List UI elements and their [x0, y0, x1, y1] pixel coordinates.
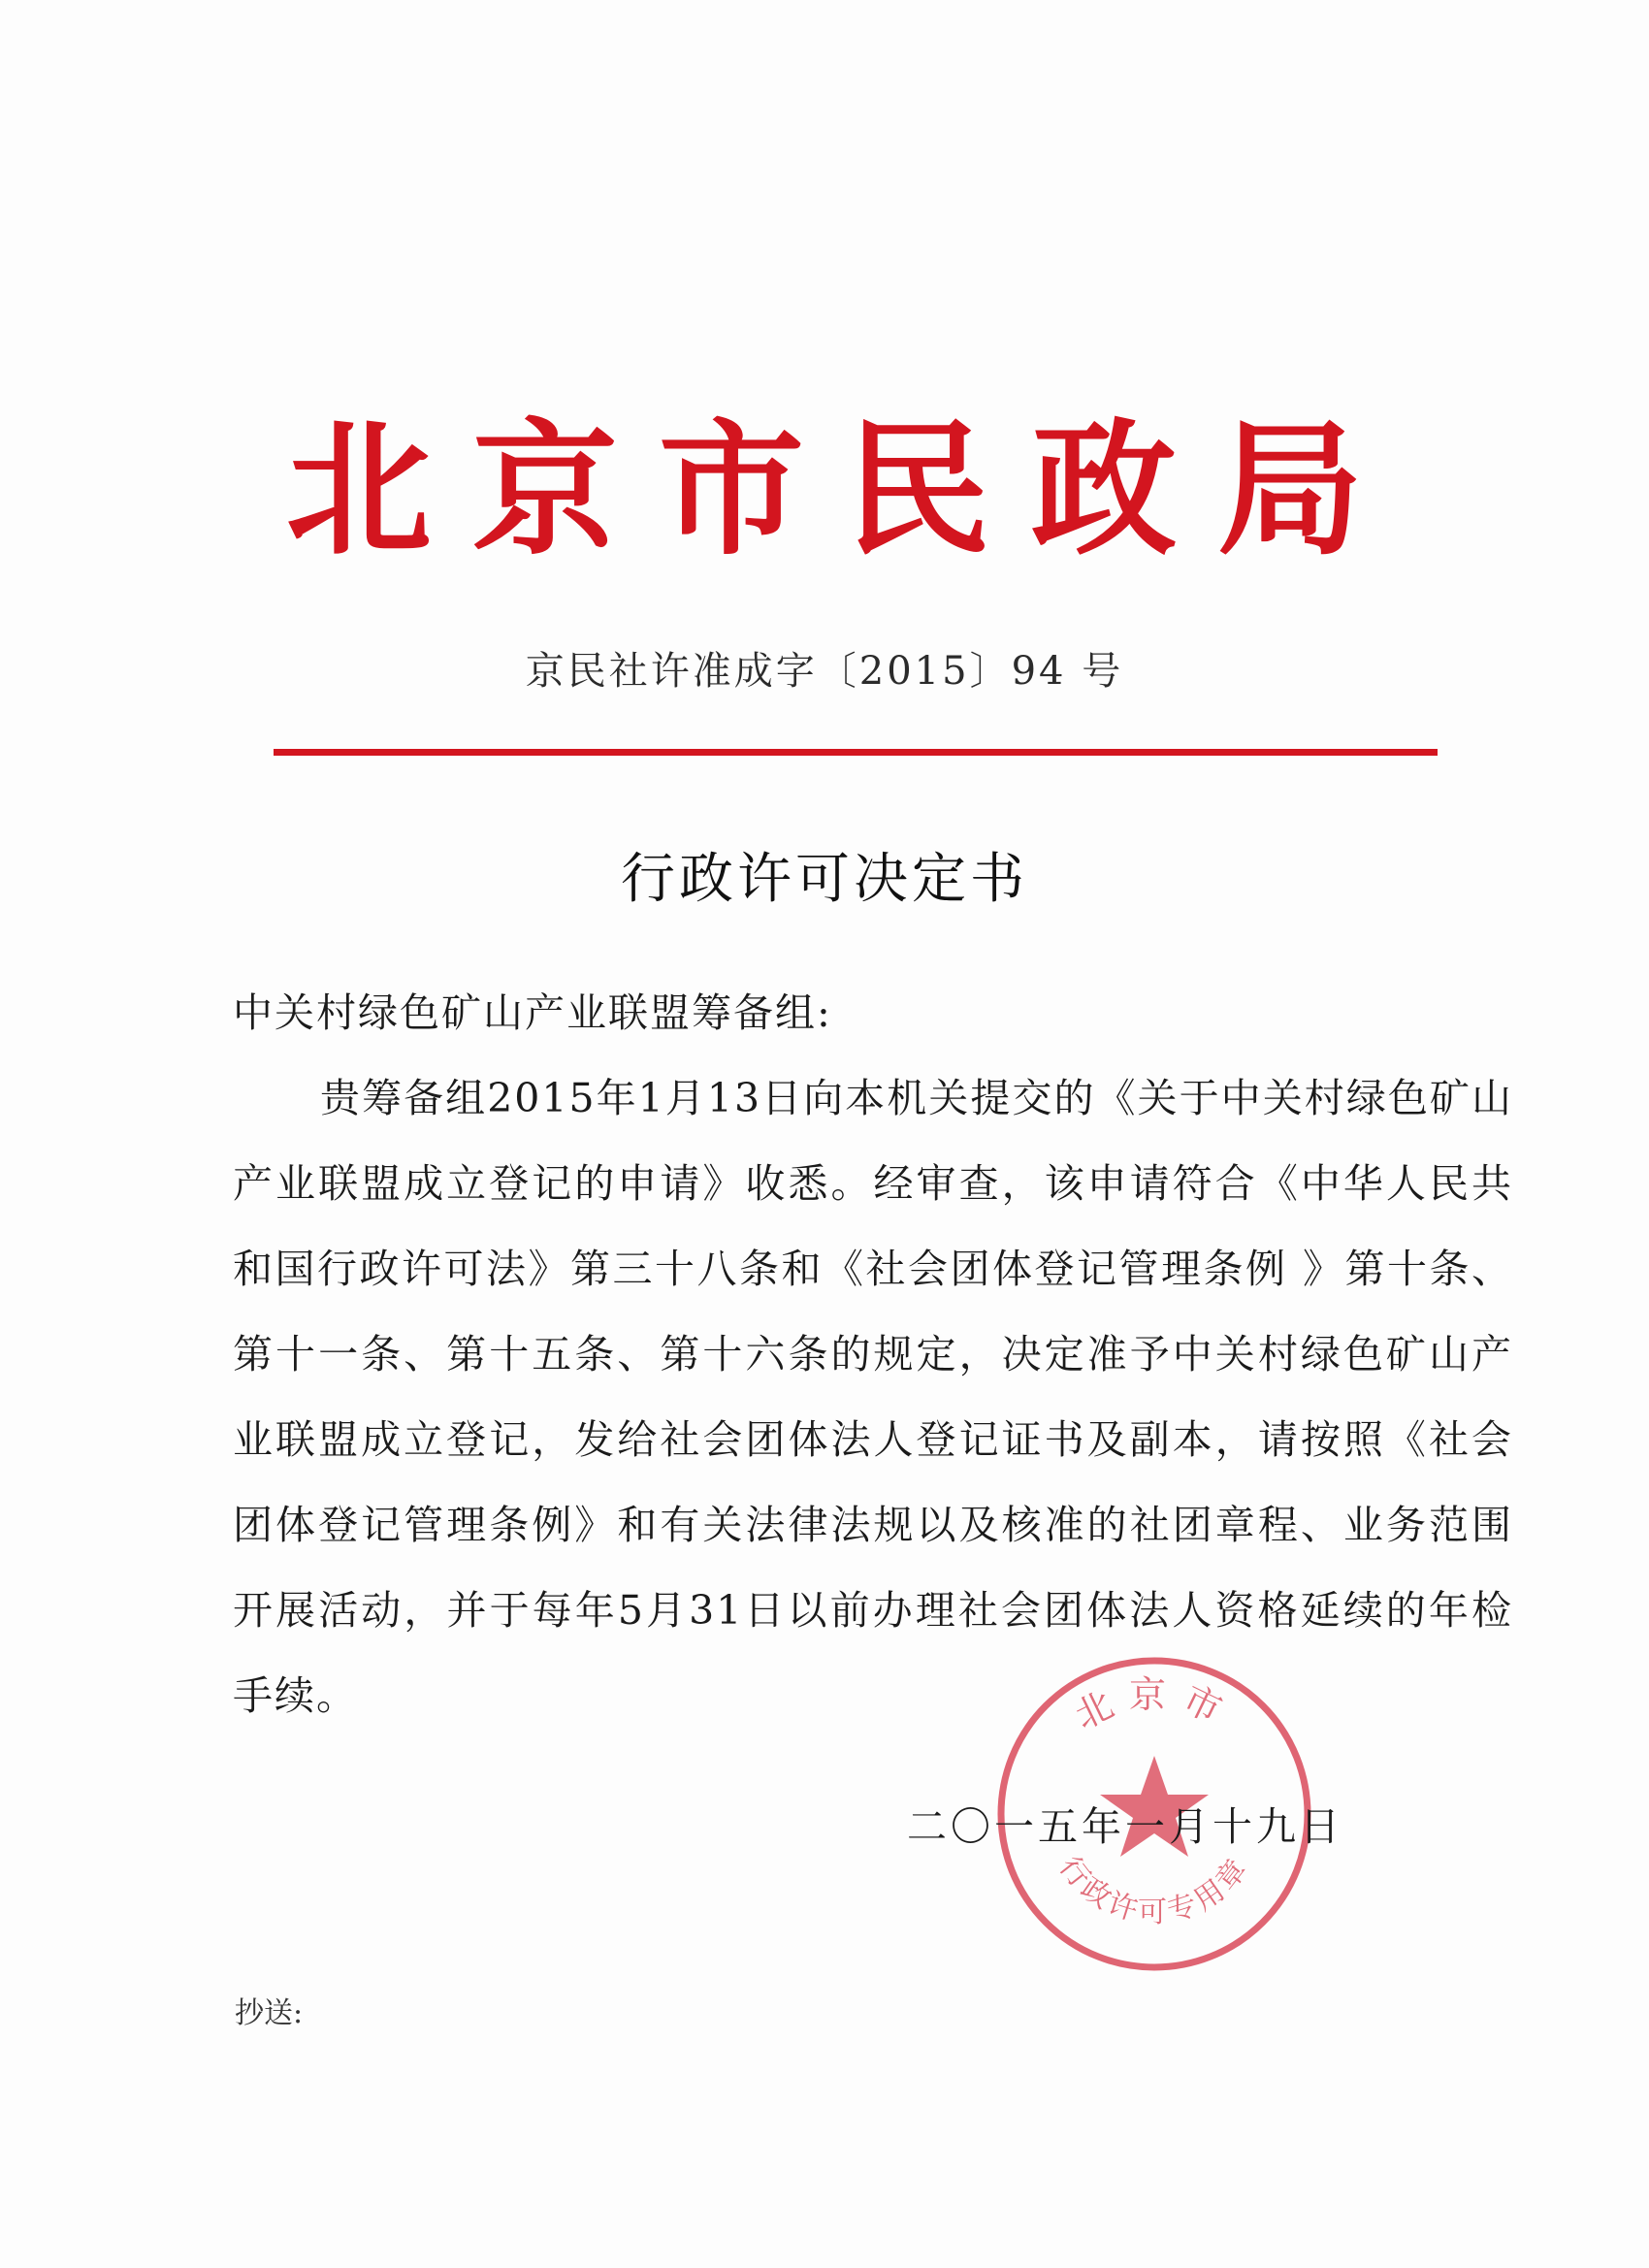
addressee: 中关村绿色矿山产业联盟筹备组: — [233, 989, 832, 1036]
svg-text:行政许可专用章 — [1052, 1851, 1257, 1929]
decision-paragraph: 贵筹备组2015年1月13日向本机关提交的《关于中关村绿色矿山产业联盟成立登记的申请》收悉。经审查，该申请符合《中华人民共和国行政许可法》第三十八条和《社会团体登记管理条例 》第十条、第十一条、第十五条、第十六条的规定，决定准予中关村绿色矿山产业联盟成立登记，发给社会团体法人登记证书及副本，请按照《社会团体登记管理条例》和有关法律法规以及核准的社团章程、业务范围开展活动，并于每年5月31日以前办理社会团体法人资格延续的年检手续。 — [233, 1075, 1513, 1719]
cc-label: 抄送: — [235, 1996, 304, 2030]
document-number: 京民社许准成字〔2015〕94 号 — [525, 649, 1124, 694]
letterhead-org-name: 北京市民政局 — [285, 405, 1404, 575]
seal-bottom-text: 行政许可专用章 — [1051, 1850, 1257, 1929]
document-body — [233, 970, 1513, 1738]
letterhead-divider — [274, 749, 1438, 756]
issue-date: 二〇一五年一月十九日 — [907, 1803, 1343, 1850]
svg-text:北京市 — [1068, 1673, 1241, 1737]
seal-top-text: 北京市 — [1068, 1673, 1241, 1738]
document-title: 行政许可决定书 — [621, 848, 1028, 911]
